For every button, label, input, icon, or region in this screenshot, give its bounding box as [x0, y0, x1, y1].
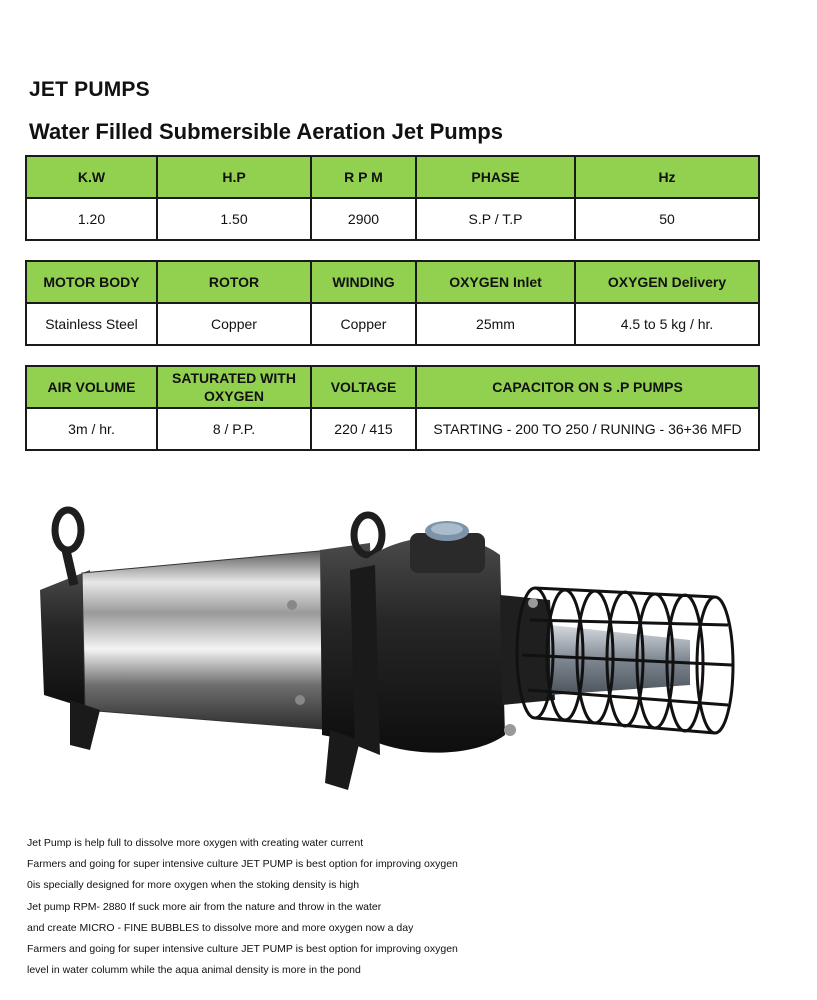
jet-pump-illustration	[30, 495, 760, 805]
description-line: level in water columm while the aqua animal density is more in the pond	[27, 964, 361, 977]
header-hz: Hz	[575, 156, 759, 198]
value-oxygen-inlet: 25mm	[416, 303, 575, 345]
header-oxygen-inlet: OXYGEN Inlet	[416, 261, 575, 303]
description-line: and create MICRO - FINE BUBBLES to dissolve more and more oxygen now a day	[27, 921, 414, 934]
page-subtitle: Water Filled Submersible Aeration Jet Pumps	[29, 119, 503, 144]
header-oxygen-delivery: OXYGEN Delivery	[575, 261, 759, 303]
value-kw: 1.20	[26, 198, 157, 240]
value-rpm: 2900	[311, 198, 416, 240]
description-line: 0is specially designed for more oxygen when the stoking density is high	[27, 879, 360, 892]
page-title: JET PUMPS	[29, 78, 150, 101]
description-line: Jet Pump is help full to dissolve more oxygen with creating water current	[27, 837, 364, 849]
value-phase: S.P / T.P	[416, 198, 575, 240]
spec-table-materials	[25, 260, 760, 346]
pump-image	[30, 495, 760, 805]
spec-table-electrical	[25, 155, 760, 241]
description-line: Jet pump RPM- 2880 If suck more air from the nature and throw in the water	[27, 900, 382, 913]
value-rotor: Copper	[157, 303, 311, 345]
header-winding: WINDING	[311, 261, 416, 303]
spec-table-air	[25, 365, 760, 451]
header-kw: K.W	[26, 156, 157, 198]
value-hz: 50	[575, 198, 759, 240]
description-block	[27, 833, 787, 981]
header-capacitor: CAPACITOR ON S .P PUMPS	[416, 366, 759, 408]
value-air-volume: 3m / hr.	[26, 408, 157, 450]
header-voltage: VOLTAGE	[311, 366, 416, 408]
header-hp: H.P	[157, 156, 311, 198]
value-oxygen-delivery: 4.5 to 5 kg / hr.	[575, 303, 759, 345]
header-rotor: ROTOR	[157, 261, 311, 303]
header-air-volume: AIR VOLUME	[26, 366, 157, 408]
value-hp: 1.50	[157, 198, 311, 240]
header-rpm: R P M	[311, 156, 416, 198]
description-line: Farmers and going for super intensive culture JET PUMP is best option for improving oxygen	[27, 943, 458, 956]
value-voltage: 220 / 415	[311, 408, 416, 450]
table-header-row	[26, 156, 759, 198]
header-motor-body: MOTOR BODY	[26, 261, 157, 303]
table-header-row	[26, 366, 759, 408]
header-phase: PHASE	[416, 156, 575, 198]
value-winding: Copper	[311, 303, 416, 345]
value-motor-body: Stainless Steel	[26, 303, 157, 345]
table-row	[26, 198, 759, 240]
table-header-row	[26, 261, 759, 303]
table-row	[26, 303, 759, 345]
value-capacitor: STARTING - 200 TO 250 / RUNING - 36+36 MFD	[416, 408, 759, 450]
description-line: Farmers and going for super intensive culture JET PUMP is best option for improving oxygen	[27, 858, 458, 871]
value-saturated: 8 / P.P.	[157, 408, 311, 450]
table-row	[26, 408, 759, 450]
header-saturated: SATURATED WITH OXYGEN	[157, 366, 311, 408]
